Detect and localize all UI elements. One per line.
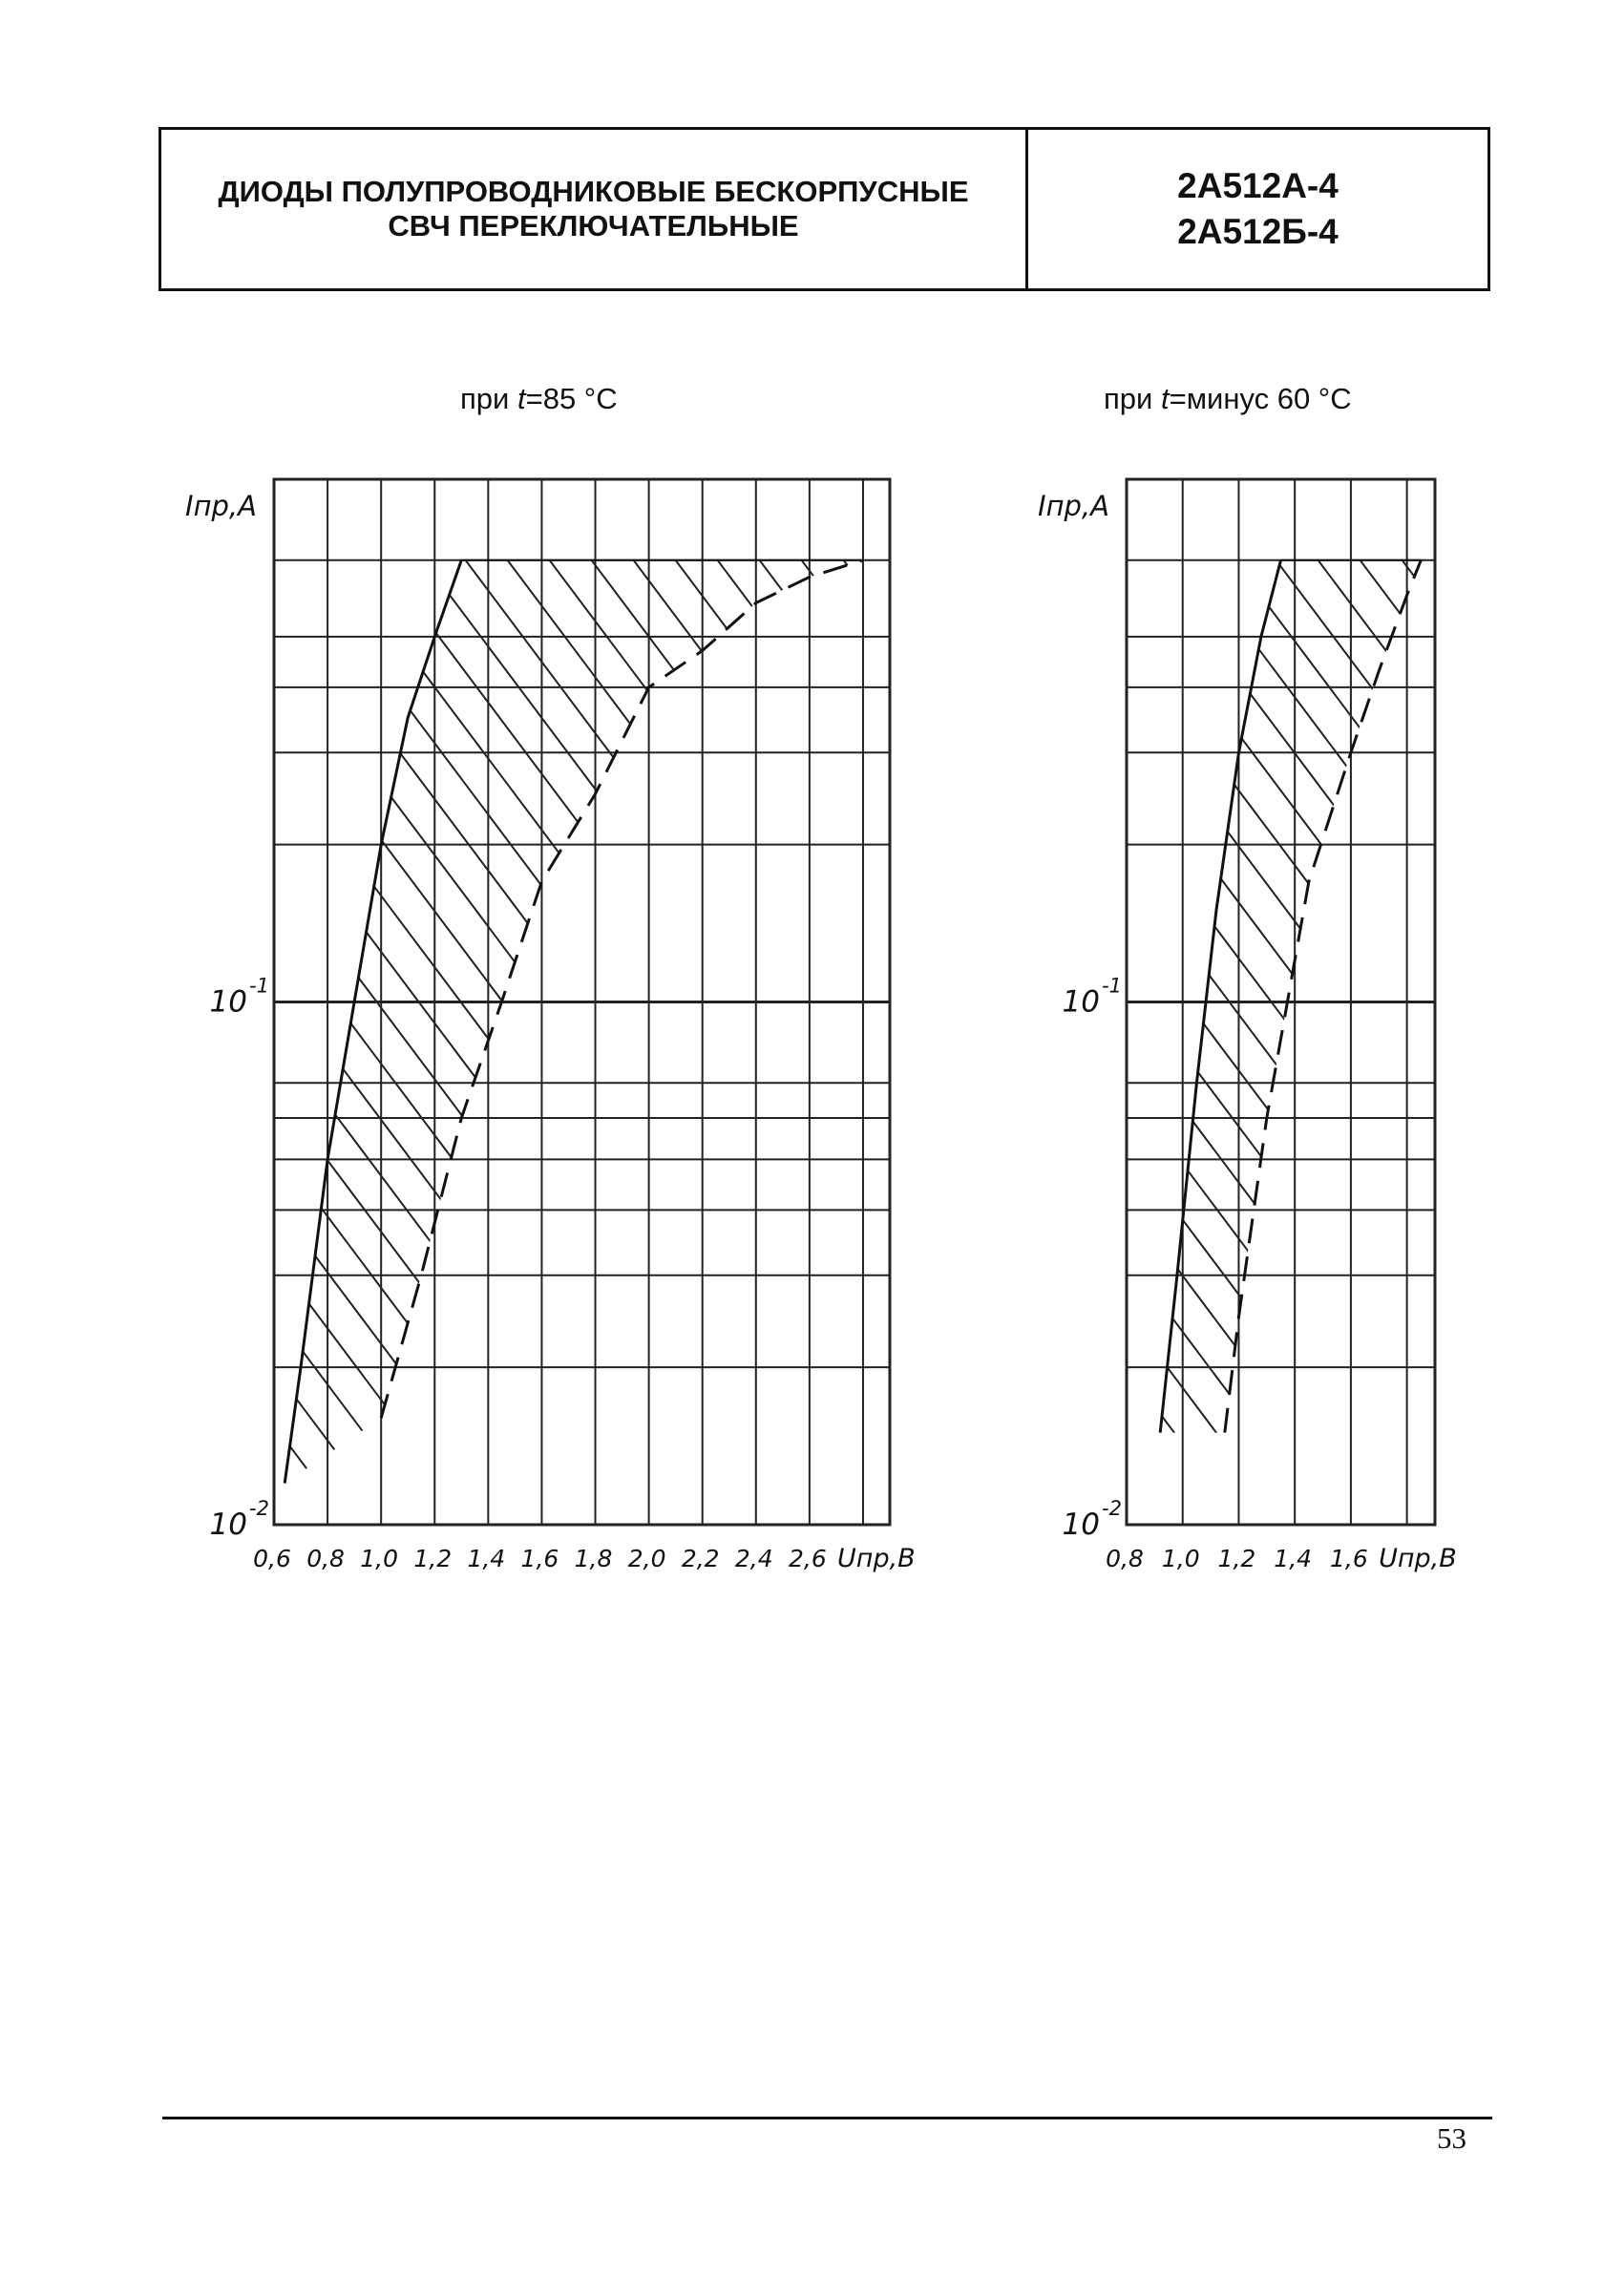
x-tick-label: 1,4: [467, 1545, 506, 1572]
y-tick-label: 10: [1062, 1507, 1100, 1542]
hatch-line: [0, 479, 12, 1525]
hatch-line: [1509, 479, 1624, 1525]
hatch-line: [0, 479, 306, 1525]
footer-rule: [162, 2117, 1492, 2119]
chart-1-title-prefix: при: [460, 382, 517, 415]
series-lower-boundary: [1160, 560, 1280, 1433]
hatch-line: [0, 479, 54, 1525]
y-tick-label: 10: [209, 1507, 247, 1542]
x-tick-label: 1,4: [1274, 1545, 1313, 1572]
y-tick-exponent: -1: [1102, 974, 1122, 998]
chart-2-title-prefix: при: [1104, 382, 1161, 415]
x-tick-label: 1,6: [520, 1545, 559, 1572]
page-number: 53: [1437, 2121, 1466, 2155]
chart-2-grid: [1127, 479, 1435, 1525]
x-tick-label: 0,6: [253, 1545, 291, 1572]
chart-2-title-suffix: =минус 60 °C: [1169, 382, 1352, 415]
x-tick-label: 1,2: [1217, 1545, 1256, 1572]
y-tick-label: 10: [1062, 984, 1100, 1020]
hatch-line: [1551, 479, 1624, 1525]
y-tick-label: 10: [209, 984, 247, 1020]
hatch-line: [1425, 479, 1624, 1525]
chart-1-title-suffix: =85 °C: [525, 382, 618, 415]
x-tick-label: 1,8: [574, 1545, 613, 1572]
x-tick-label: 2,0: [627, 1545, 666, 1572]
hatch-line: [0, 479, 180, 1525]
hatch-line: [0, 479, 222, 1525]
x-tick-label: 0,8: [1106, 1545, 1144, 1572]
hatch-line: [1467, 479, 1624, 1525]
series-upper-boundary: [1225, 560, 1422, 1433]
hatch-line: [0, 479, 96, 1525]
x-tick-label: 1,2: [413, 1545, 453, 1572]
hatch-line: [1593, 479, 1624, 1525]
x-tick-label: 0,8: [306, 1545, 345, 1572]
series-upper-boundary: [381, 560, 863, 1418]
x-tick-label: 2,4: [734, 1545, 773, 1572]
y-axis-label: Iпр,A: [1038, 490, 1109, 522]
x-tick-label: 1,6: [1330, 1545, 1368, 1572]
part-number-a: 2А512А-4: [1177, 166, 1339, 205]
y-tick-exponent: -2: [1102, 1497, 1122, 1520]
y-axis-label: Iпр,A: [185, 490, 257, 522]
hatch-line: [0, 479, 138, 1525]
title-line-1: ДИОДЫ ПОЛУПРОВОДНИКОВЫЕ БЕСКОРПУСНЫЕ: [218, 175, 969, 208]
x-tick-label: 1,0: [1161, 1545, 1200, 1572]
y-tick-exponent: -1: [249, 974, 269, 998]
x-tick-label: 2,6: [788, 1545, 827, 1572]
chart-1-grid: [274, 479, 890, 1525]
x-axis-label: Uпр,B: [837, 1544, 916, 1573]
chart-minus60c: [81, 479, 1624, 1573]
x-tick-label: 2,2: [681, 1545, 720, 1572]
y-tick-exponent: -2: [249, 1497, 269, 1520]
chart-2-title-var: t: [1160, 382, 1170, 415]
x-axis-label: Uпр,B: [1379, 1544, 1457, 1573]
part-number-b: 2А512Б-4: [1177, 212, 1339, 251]
chart-1-title-var: t: [517, 382, 526, 415]
title-line-2: СВЧ ПЕРЕКЛЮЧАТЕЛЬНЫЕ: [388, 209, 799, 242]
x-tick-label: 1,0: [360, 1545, 399, 1572]
